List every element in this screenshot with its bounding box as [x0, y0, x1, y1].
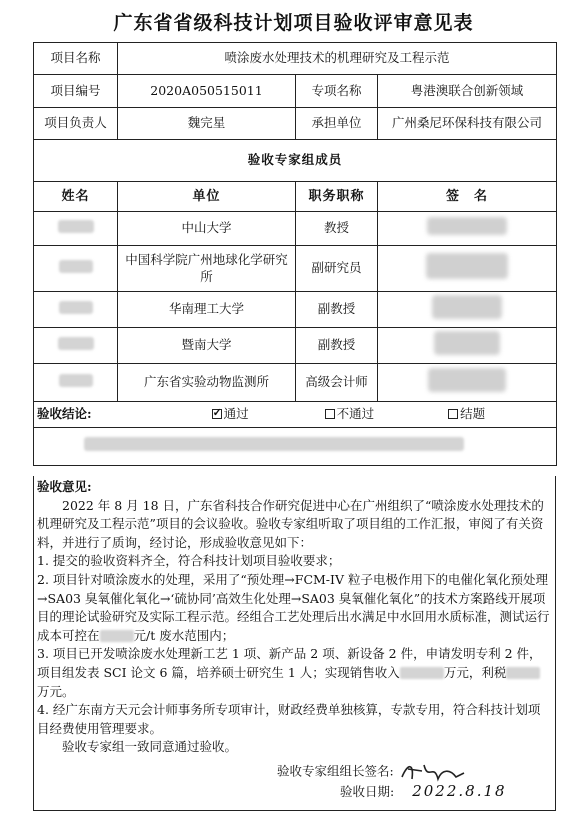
opinion-title: 验收意见:	[37, 479, 92, 494]
expert-name-redacted	[34, 212, 118, 246]
option-pass[interactable]: ✓ 通过	[212, 406, 249, 421]
conclusion-cell	[34, 402, 557, 428]
expert-row	[34, 246, 557, 292]
expert-title: 副教授	[296, 328, 378, 364]
col-header-unit: 单位	[118, 182, 296, 212]
expert-signature-redacted	[378, 246, 557, 292]
date-label: 验收日期:	[340, 784, 395, 799]
expert-name-redacted	[34, 328, 118, 364]
checkbox-checked-icon[interactable]	[212, 409, 222, 419]
opinion-closing: 验收专家组一致同意通过验收。	[62, 739, 238, 755]
expert-unit: 中山大学	[118, 212, 296, 246]
row-experts-heading	[34, 140, 557, 182]
project-number-label: 项目编号	[34, 75, 118, 108]
form-title: 广东省省级科技计划项目验收评审意见表	[113, 12, 474, 34]
redacted-cost	[100, 630, 134, 642]
expert-unit: 中国科学院广州地球化学研究所	[118, 246, 296, 292]
expert-row	[34, 328, 557, 364]
row-conclusion	[34, 402, 557, 428]
signature-label: 验收专家组组长签名:	[277, 763, 394, 779]
expert-title: 副教授	[296, 292, 378, 328]
project-number-value: 2020A050515011	[118, 75, 296, 108]
unit-value: 广州桑尼环保科技有限公司	[378, 108, 557, 140]
col-header-name: 姓名	[34, 182, 118, 212]
review-form-table	[33, 42, 557, 466]
expert-unit: 广东省实验动物监测所	[118, 364, 296, 402]
expert-name-redacted	[34, 292, 118, 328]
row-project-name	[34, 43, 557, 75]
specialty-label: 专项名称	[296, 75, 378, 108]
expert-name-redacted	[34, 246, 118, 292]
expert-signature-redacted	[378, 328, 557, 364]
redacted-strip	[34, 428, 557, 466]
experts-section-title: 验收专家组成员	[34, 140, 557, 182]
redacted-revenue	[400, 667, 444, 679]
option-fail[interactable]: 不通过	[325, 406, 375, 421]
opinion-section	[33, 476, 556, 811]
checkbox-empty-icon[interactable]	[325, 409, 335, 419]
checkbox-empty-icon[interactable]	[448, 409, 458, 419]
opinion-item-2: 2. 项目针对喷涂废水的处理，采用了“预处理→FCM-IV 粒子电极作用下的电催化氧化预处理→SA03 臭氧催化氧化→‘硫协同’高效生化处理→SA03 臭氧催化氧化”的技术方案路线开展项目的理论试验研究及实际工程示范。经组合工艺处理后出水满足中水回用水质标准，测试运行成本可控在 元/t 废水范围内；	[37, 571, 550, 643]
row-experts-header	[34, 182, 557, 212]
opinion-item-4: 4. 经广东南方天元会计师事务所专项审计，财政经费单独核算，专款专用，符合科技计划项目经费使用管理要求。	[37, 702, 541, 736]
expert-title: 副研究员	[296, 246, 378, 292]
opinion-intro: 2022 年 8 月 18 日，广东省科技合作研究促进中心在广州组织了“喷涂废水处理技术的机理研究及工程示范”项目的会议验收。验收专家组听取了项目组的工作汇报，审阅了有关资料，并进行了质询，经讨论，形成验收意见如下：	[37, 497, 544, 550]
expert-signature-redacted	[378, 292, 557, 328]
project-name-value: 喷涂废水处理技术的机理研究及工程示范	[118, 43, 557, 75]
redacted-tax	[506, 667, 540, 679]
leader-label: 项目负责人	[34, 108, 118, 140]
unit-label: 承担单位	[296, 108, 378, 140]
review-date-line	[340, 782, 507, 802]
row-project-leader	[34, 108, 557, 140]
specialty-value: 粤港澳联合创新领域	[378, 75, 557, 108]
leader-value: 魏完星	[118, 108, 296, 140]
expert-signature-redacted	[378, 212, 557, 246]
col-header-title: 职务职称	[296, 182, 378, 212]
expert-row	[34, 364, 557, 402]
expert-signature-redacted	[378, 364, 557, 402]
expert-title: 教授	[296, 212, 378, 246]
expert-name-redacted	[34, 364, 118, 402]
option-close[interactable]: 结题	[448, 406, 485, 421]
expert-title: 高级会计师	[296, 364, 378, 402]
expert-row	[34, 292, 557, 328]
expert-row	[34, 212, 557, 246]
project-name-label: 项目名称	[34, 43, 118, 75]
expert-unit: 华南理工大学	[118, 292, 296, 328]
date-value: 2022.8.18	[412, 782, 507, 800]
conclusion-label: 验收结论:	[37, 406, 92, 422]
expert-unit: 暨南大学	[118, 328, 296, 364]
opinion-item-3: 3. 项目已开发喷涂废水处理新工艺 1 项、新产品 2 项、新设备 2 件，申请发明专利 2 件，项目组发表 SCI 论文 6 篇，培养硕士研究生 1 人；实现销售收入 万元，利税万元。	[37, 646, 542, 699]
opinion-item-1: 1. 提交的验收资料齐全，符合科技计划项目验收要求；	[37, 553, 341, 569]
row-redacted-strip	[34, 428, 557, 466]
col-header-sign: 签 名	[378, 182, 557, 212]
row-project-number	[34, 75, 557, 108]
